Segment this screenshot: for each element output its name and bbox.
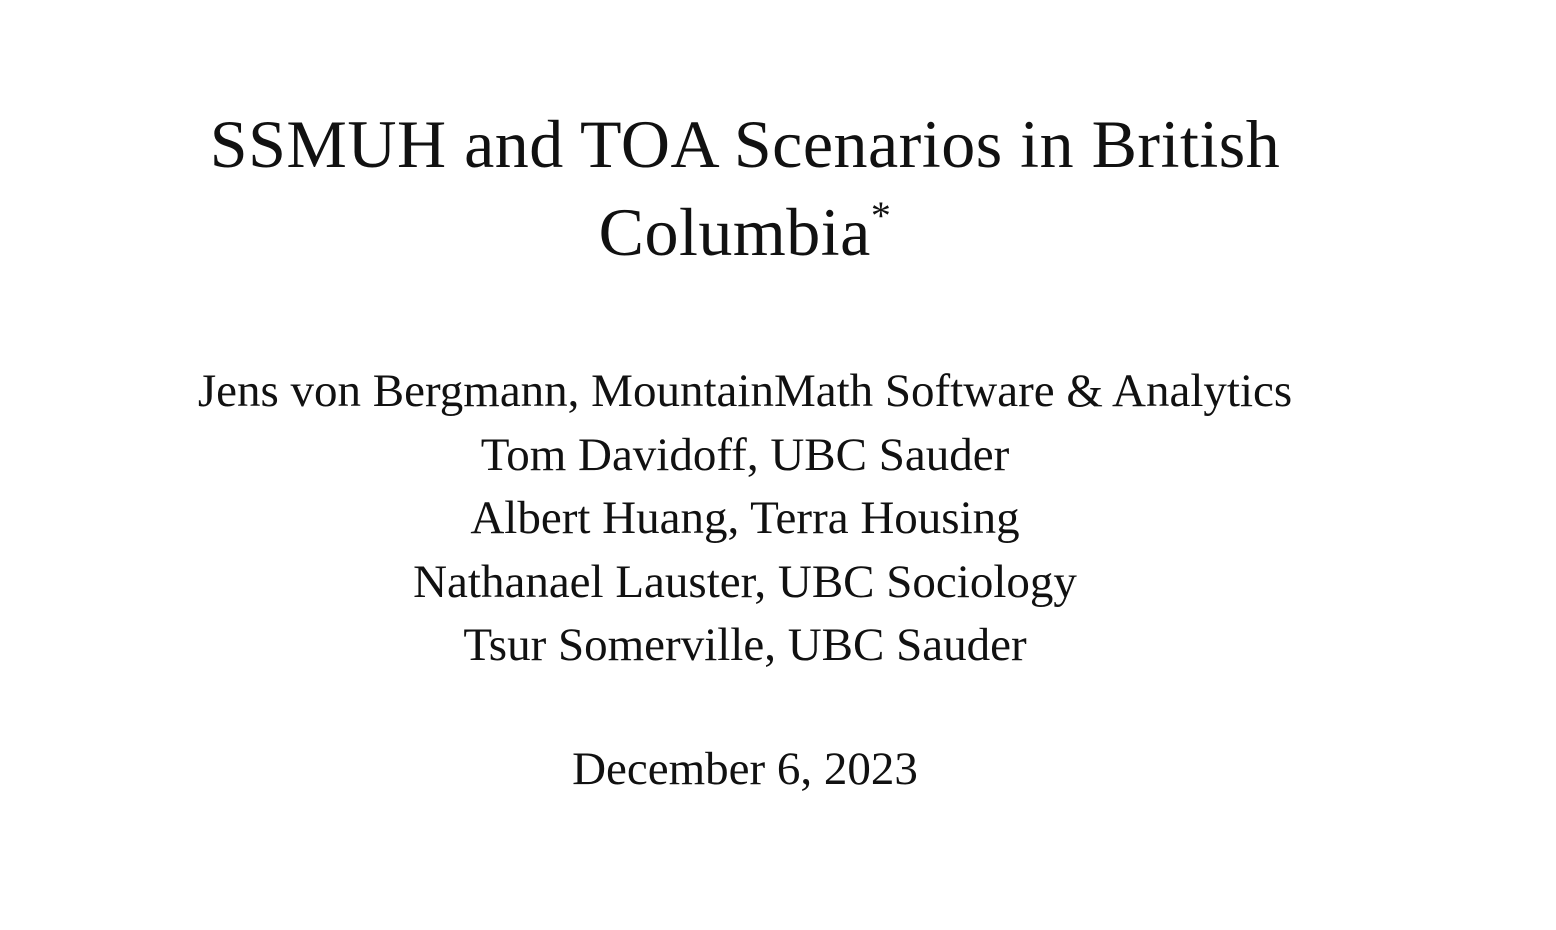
title-line-1: SSMUH and TOA Scenarios in British (209, 106, 1281, 182)
author-5: Tsur Somerville, UBC Sauder (463, 619, 1027, 671)
title-line-2 (0, 188, 1490, 276)
author-4: Nathanael Lauster, UBC Sociology (413, 555, 1077, 608)
title-block (0, 100, 1490, 276)
paper-title (0, 100, 1490, 276)
publication-date: December 6, 2023 (572, 743, 918, 795)
author-1: Jens von Bergmann, MountainMath Software & Analytics (197, 365, 1293, 417)
title-footnote-mark[interactable]: * (870, 193, 892, 238)
author-3: Albert Huang, Terra Housing (470, 492, 1020, 544)
author-list (0, 360, 1490, 678)
author-2: Tom Davidoff, UBC Sauder (480, 428, 1010, 481)
title-line-2-text: Columbia (598, 194, 871, 270)
